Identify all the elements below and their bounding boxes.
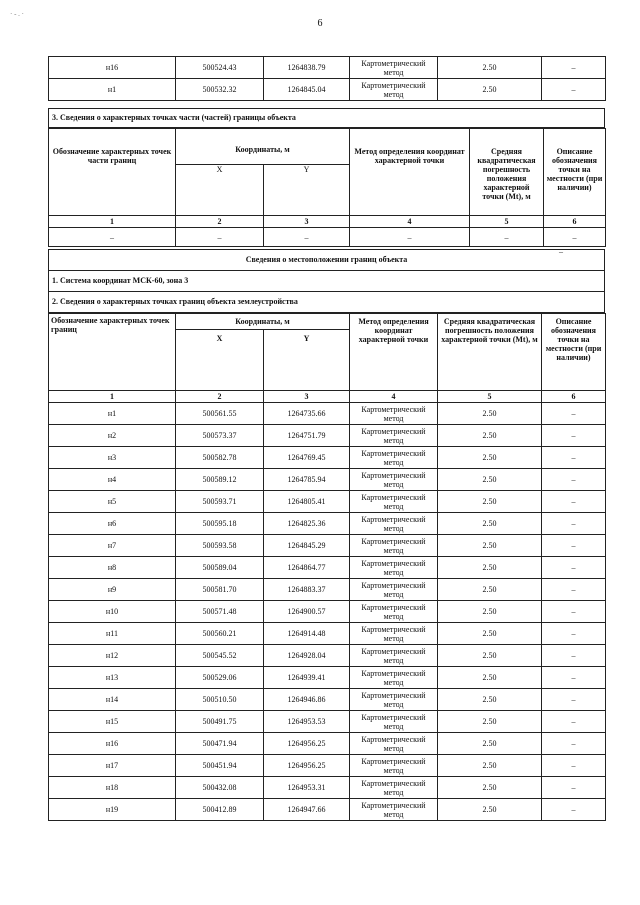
table-row-col-4: Картометрический метод: [350, 557, 438, 579]
table-row-col-3: 1264947.66: [264, 799, 350, 821]
table-row-col-6: –: [542, 425, 606, 447]
s3-header-designation: Обозначение характерных точек части границ: [49, 129, 176, 216]
table-row-col-2: 500432.08: [176, 777, 264, 799]
s3-colnum-4: 4: [350, 216, 470, 228]
table-row: [49, 557, 606, 579]
table-row-col-3: 1264928.04: [264, 645, 350, 667]
top-row-col-4: Картометрический метод: [350, 79, 438, 101]
table-row-col-2: 500491.75: [176, 711, 264, 733]
table-row-col-6: –: [542, 535, 606, 557]
table-row-col-5: 2.50: [438, 623, 542, 645]
table-row-col-1: н5: [49, 491, 176, 513]
table-row: [49, 667, 606, 689]
main-section-title: Сведения о местоположении границ объекта: [48, 249, 605, 271]
main-header-coords: Координаты, м: [176, 314, 350, 330]
table-row: [49, 403, 606, 425]
section-3-title: 3. Сведения о характерных точках части (частей) границы объекта: [48, 108, 605, 128]
s3-column-numbers: [49, 216, 606, 228]
s3-empty-cell-3: –: [264, 228, 350, 247]
table-row: [49, 689, 606, 711]
main-colnum-2: 2: [176, 391, 264, 403]
s3-colnum-3: 3: [264, 216, 350, 228]
top-row-col-1: н16: [49, 57, 176, 79]
table-row-col-3: 1264953.31: [264, 777, 350, 799]
table-row-col-1: н9: [49, 579, 176, 601]
table-row-col-6: –: [542, 623, 606, 645]
main-colnum-1: 1: [49, 391, 176, 403]
s3-colnum-2: 2: [176, 216, 264, 228]
table-row-col-1: н16: [49, 733, 176, 755]
table-row-col-4: Картометрический метод: [350, 623, 438, 645]
s3-header-accuracy: Средняя квадратическая погрешность положения характерной точки (Мt), м: [470, 129, 544, 216]
table-row: [49, 491, 606, 513]
table-row-col-5: 2.50: [438, 579, 542, 601]
main-header-designation: Обозначение характерных точек границ: [49, 314, 176, 391]
table-row-col-3: 1264900.57: [264, 601, 350, 623]
table-row-col-4: Картометрический метод: [350, 799, 438, 821]
table-row-col-6: –: [542, 579, 606, 601]
table-row-col-2: 500529.06: [176, 667, 264, 689]
table-row-col-4: Картометрический метод: [350, 579, 438, 601]
main-section-subtitle: 2. Сведения о характерных точках границ объекта землеустройства: [48, 292, 605, 313]
top-row-col-5: 2.50: [438, 57, 542, 79]
table-row-col-6: –: [542, 689, 606, 711]
table-row-col-2: 500571.48: [176, 601, 264, 623]
table-row-col-5: 2.50: [438, 469, 542, 491]
table-row-col-6: –: [542, 557, 606, 579]
page-number: 6: [317, 18, 323, 29]
s3-empty-cell-5: –: [470, 228, 544, 247]
table-row-col-6: –: [542, 403, 606, 425]
table-row-col-4: Картометрический метод: [350, 447, 438, 469]
table-row-col-5: 2.50: [438, 755, 542, 777]
s3-empty-cell-4: –: [350, 228, 470, 247]
table-row-col-2: 500581.70: [176, 579, 264, 601]
table-row-col-4: Картометрический метод: [350, 403, 438, 425]
s3-empty-cell-1: –: [49, 228, 176, 247]
top-row: [49, 79, 606, 101]
section-3-table: [48, 128, 606, 247]
table-row-col-5: 2.50: [438, 667, 542, 689]
s3-trailing-dash: –: [559, 247, 563, 256]
table-row-col-4: Картометрический метод: [350, 667, 438, 689]
main-section-block: [48, 249, 605, 821]
table-row-col-2: 500595.18: [176, 513, 264, 535]
table-row-col-3: 1264956.25: [264, 733, 350, 755]
boundary-points-table: [48, 313, 606, 821]
table-row-col-5: 2.50: [438, 513, 542, 535]
table-row-col-2: 500471.94: [176, 733, 264, 755]
table-row-col-1: н4: [49, 469, 176, 491]
table-row-col-3: 1264956.25: [264, 755, 350, 777]
table-row-col-2: 500560.21: [176, 623, 264, 645]
top-continuation-table: [48, 56, 605, 101]
table-row-col-5: 2.50: [438, 711, 542, 733]
main-header-description: Описание обозначения точки на местности (при наличии): [542, 314, 606, 391]
main-column-numbers: [49, 391, 606, 403]
table-row-col-4: Картометрический метод: [350, 689, 438, 711]
table-row-col-3: 1264883.37: [264, 579, 350, 601]
table-row-col-5: 2.50: [438, 425, 542, 447]
table-row-col-1: н3: [49, 447, 176, 469]
coordinate-system: 1. Система координат МСК-60, зона 3: [48, 271, 605, 292]
table-row: [49, 601, 606, 623]
table-row-col-2: 500510.50: [176, 689, 264, 711]
s3-header-method: Метод определения координат характерной точки: [350, 129, 470, 216]
table-row-col-3: 1264825.36: [264, 513, 350, 535]
main-colnum-6: 6: [542, 391, 606, 403]
table-row-col-3: 1264751.79: [264, 425, 350, 447]
table-row-col-3: 1264785.94: [264, 469, 350, 491]
table-row-col-6: –: [542, 755, 606, 777]
main-colnum-5: 5: [438, 391, 542, 403]
table-row-col-4: Картометрический метод: [350, 645, 438, 667]
table-row: [49, 755, 606, 777]
s3-empty-row: [49, 228, 606, 247]
table-row-col-1: н8: [49, 557, 176, 579]
table-row: [49, 425, 606, 447]
table-row-col-1: н12: [49, 645, 176, 667]
table-row-col-4: Картометрический метод: [350, 711, 438, 733]
table-row-col-5: 2.50: [438, 601, 542, 623]
top-row-col-3: 1264838.79: [264, 57, 350, 79]
top-row-col-4: Картометрический метод: [350, 57, 438, 79]
table-row-col-1: н18: [49, 777, 176, 799]
table-row-col-3: 1264845.29: [264, 535, 350, 557]
table-row-col-2: 500589.12: [176, 469, 264, 491]
table-row-col-5: 2.50: [438, 689, 542, 711]
table-row-col-4: Картометрический метод: [350, 535, 438, 557]
main-header-x: X: [176, 330, 264, 391]
s3-empty-cell-2: –: [176, 228, 264, 247]
table-row-col-1: н13: [49, 667, 176, 689]
top-row-col-6: –: [542, 57, 606, 79]
table-row: [49, 777, 606, 799]
table-row-col-5: 2.50: [438, 733, 542, 755]
table-row-col-6: –: [542, 601, 606, 623]
table-row-col-2: 500545.52: [176, 645, 264, 667]
table-row-col-3: 1264946.86: [264, 689, 350, 711]
table-row: [49, 733, 606, 755]
table-row-col-2: 500593.58: [176, 535, 264, 557]
s3-colnum-1: 1: [49, 216, 176, 228]
table-row: [49, 579, 606, 601]
table-row-col-6: –: [542, 777, 606, 799]
table-row-col-1: н15: [49, 711, 176, 733]
top-row-col-1: н1: [49, 79, 176, 101]
table-row-col-3: 1264735.66: [264, 403, 350, 425]
table-row-col-5: 2.50: [438, 557, 542, 579]
table-row-col-4: Картометрический метод: [350, 601, 438, 623]
table-row: [49, 469, 606, 491]
table-row-col-4: Картометрический метод: [350, 733, 438, 755]
table-row-col-1: н10: [49, 601, 176, 623]
table-row-col-3: 1264953.53: [264, 711, 350, 733]
s3-empty-cell-6: –: [544, 228, 606, 247]
table-row-col-1: н17: [49, 755, 176, 777]
table-row-col-5: 2.50: [438, 491, 542, 513]
main-header-accuracy: Средняя квадратическая погрешность положения характерной точки (Мt), м: [438, 314, 542, 391]
table-row-col-4: Картометрический метод: [350, 777, 438, 799]
table-row-col-3: 1264939.41: [264, 667, 350, 689]
main-colnum-4: 4: [350, 391, 438, 403]
table-row-col-6: –: [542, 733, 606, 755]
main-colnum-3: 3: [264, 391, 350, 403]
table-row: [49, 447, 606, 469]
s3-header-description: Описание обозначения точки на местности (при наличии): [544, 129, 606, 216]
table-row-col-4: Картометрический метод: [350, 425, 438, 447]
table-row-col-4: Картометрический метод: [350, 513, 438, 535]
table-row-col-4: Картометрический метод: [350, 755, 438, 777]
table-row-col-6: –: [542, 645, 606, 667]
s3-header-y: Y: [264, 165, 350, 216]
table-row-col-3: 1264805.41: [264, 491, 350, 513]
table-row-col-2: 500582.78: [176, 447, 264, 469]
table-row-col-2: 500593.71: [176, 491, 264, 513]
table-row: [49, 623, 606, 645]
top-row-col-3: 1264845.04: [264, 79, 350, 101]
table-row-col-2: 500589.04: [176, 557, 264, 579]
table-row: [49, 711, 606, 733]
table-row-col-6: –: [542, 711, 606, 733]
s3-colnum-5: 5: [470, 216, 544, 228]
table-row-col-5: 2.50: [438, 777, 542, 799]
table-row: [49, 799, 606, 821]
top-row-col-2: 500524.43: [176, 57, 264, 79]
table-row-col-4: Картометрический метод: [350, 469, 438, 491]
main-header-method: Метод определения координат характерной точки: [350, 314, 438, 391]
table-row-col-6: –: [542, 667, 606, 689]
table-row-col-3: 1264864.77: [264, 557, 350, 579]
table-row-col-5: 2.50: [438, 799, 542, 821]
table-row-col-6: –: [542, 469, 606, 491]
table-row-col-1: н6: [49, 513, 176, 535]
table-row-col-3: 1264769.45: [264, 447, 350, 469]
s3-header-x: X: [176, 165, 264, 216]
table-row-col-2: 500412.89: [176, 799, 264, 821]
top-row: [49, 57, 606, 79]
s3-header-coords: Координаты, м: [176, 129, 350, 165]
table-row-col-6: –: [542, 491, 606, 513]
table-row-col-3: 1264914.48: [264, 623, 350, 645]
table-row-col-6: –: [542, 447, 606, 469]
table-row-col-6: –: [542, 799, 606, 821]
s3-colnum-6: 6: [544, 216, 606, 228]
table-row-col-1: н19: [49, 799, 176, 821]
table-row-col-1: н1: [49, 403, 176, 425]
table-row-col-1: н7: [49, 535, 176, 557]
table-row: [49, 513, 606, 535]
table-row-col-5: 2.50: [438, 645, 542, 667]
table-row-col-5: 2.50: [438, 535, 542, 557]
table-row-col-1: н14: [49, 689, 176, 711]
scan-marks: · - . ·: [10, 10, 24, 18]
top-row-col-6: –: [542, 79, 606, 101]
top-row-col-2: 500532.32: [176, 79, 264, 101]
table-row-col-2: 500561.55: [176, 403, 264, 425]
top-row-col-5: 2.50: [438, 79, 542, 101]
table-row: [49, 535, 606, 557]
main-header-y: Y: [264, 330, 350, 391]
table-row-col-2: 500573.37: [176, 425, 264, 447]
table-row-col-1: н11: [49, 623, 176, 645]
table-row-col-5: 2.50: [438, 447, 542, 469]
table-row-col-6: –: [542, 513, 606, 535]
table-row: [49, 645, 606, 667]
table-row-col-4: Картометрический метод: [350, 491, 438, 513]
table-row-col-5: 2.50: [438, 403, 542, 425]
section-3-block: [48, 108, 605, 257]
table-row-col-1: н2: [49, 425, 176, 447]
table-row-col-2: 500451.94: [176, 755, 264, 777]
